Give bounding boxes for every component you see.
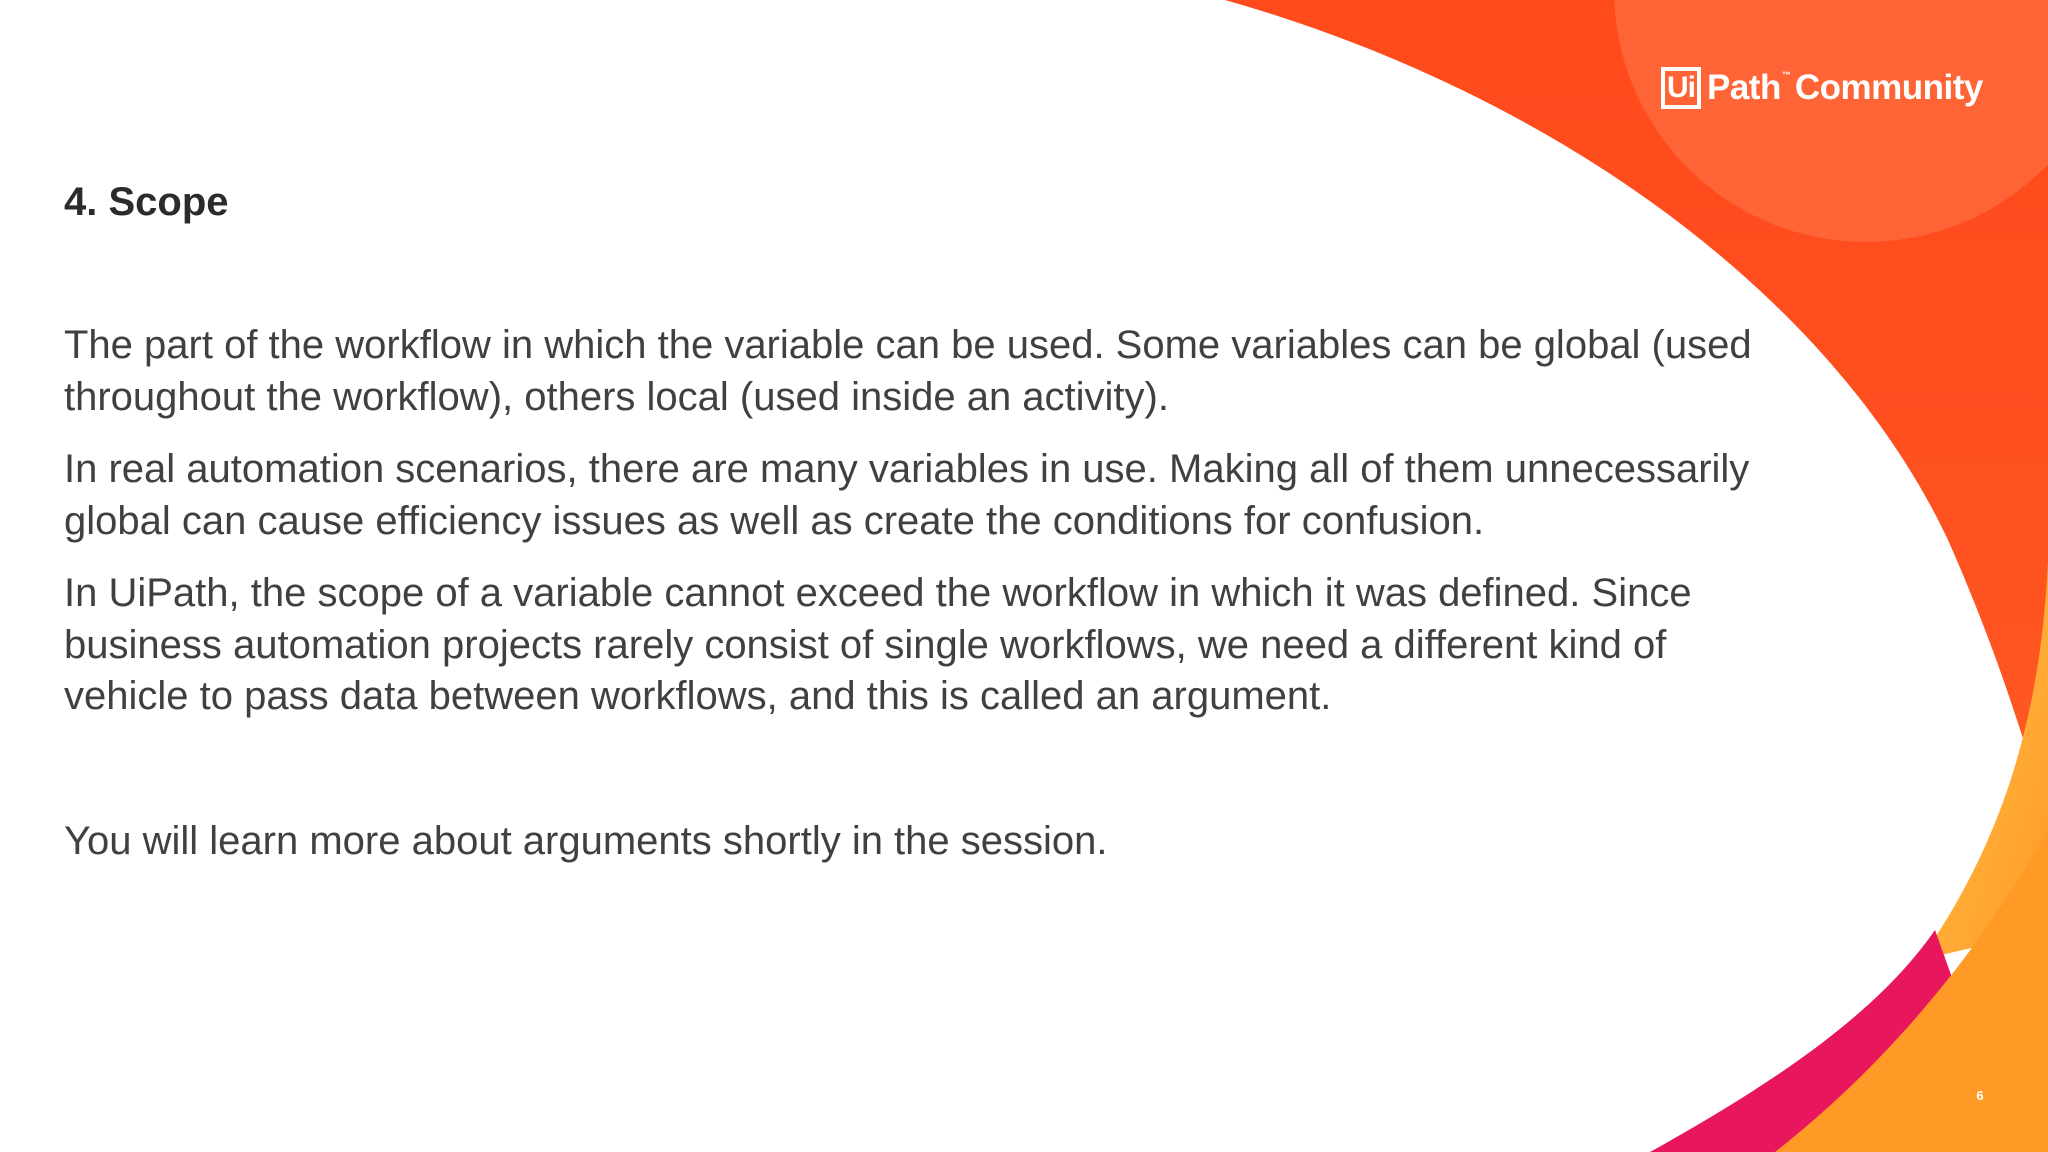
logo-word: Path [1707,68,1781,107]
slide-title: 4. Scope [64,180,229,224]
paragraph-uipath-scope: In UiPath, the scope of a variable cannot exceed the workflow in which it was defined. Since business automation projects rarely consist of single workflows, we need a different kind of vehicle to pass data between workflows, and this is called an argument. [64,571,1692,718]
page-number: 6 [1976,1088,1984,1103]
paragraph-real-scenarios: In real automation scenarios, there are many variables in use. Making all of them unnecessarily global can cause efficiency issues as well as create the conditions for confusion. [64,447,1750,543]
paragraph-scope-definition: The part of the workflow in which the variable can be used. Some variables can be global (used throughout the workflow), others local (used inside an activity). [64,323,1752,419]
paragraph-arguments-note: You will learn more about arguments shortly in the session. [64,818,1108,863]
uipath-community-logo [1661,64,1983,112]
logo-trademark: ™ [1781,70,1791,80]
slide-body [64,320,1764,867]
logo-suffix: Community [1794,68,1983,107]
logo-mark: Ui [1661,67,1701,109]
